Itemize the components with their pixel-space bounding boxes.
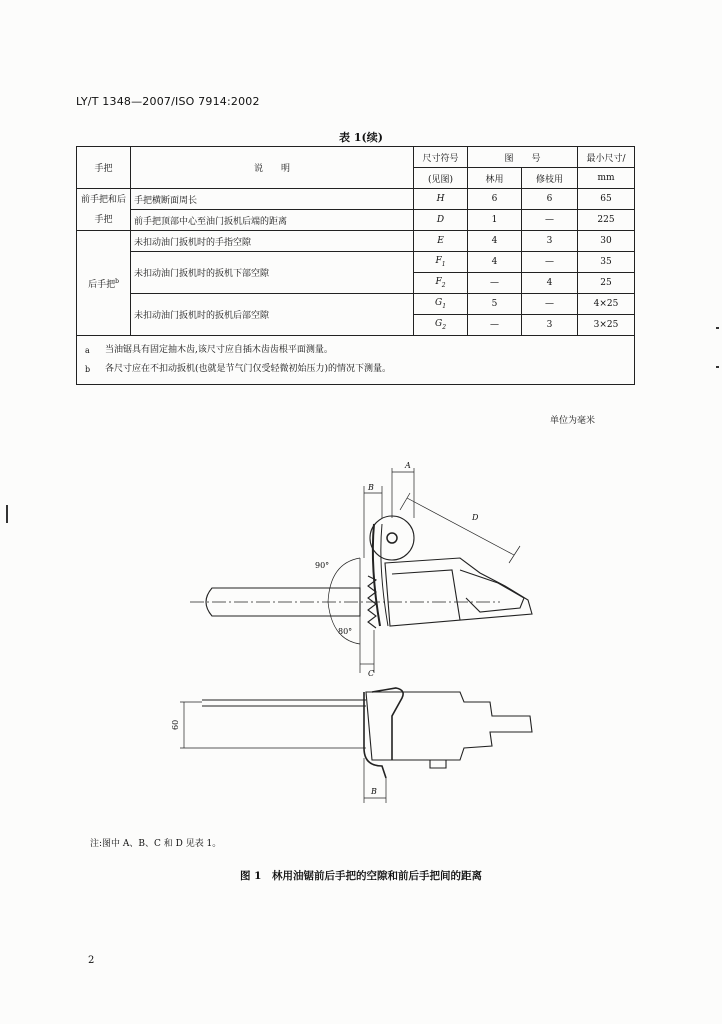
label-60: 60 [171, 719, 180, 730]
row-pruning: 6 [522, 189, 578, 210]
handle-center [387, 533, 397, 543]
row-pruning: — [522, 252, 578, 273]
row-min: 30 [578, 231, 635, 252]
col-header-symbol-sub: (见图) [414, 168, 468, 189]
col-header-min-dim-unit: mm [578, 168, 635, 189]
table-row [77, 252, 635, 273]
label-a: A [405, 461, 411, 470]
table-row [77, 231, 635, 252]
row-forestry: — [468, 273, 522, 294]
label-b-top: B [371, 787, 377, 796]
table-row [77, 294, 635, 315]
col-header-description: 说 明 [131, 147, 414, 189]
label-angle-90: 90° [315, 561, 330, 570]
scan-mark [6, 505, 8, 523]
specification-table [76, 146, 635, 385]
row-forestry: 1 [468, 210, 522, 231]
figure-caption: 图 1 林用油锯前后手把的空隙和前后手把间的距离 [240, 870, 482, 882]
col-header-pruning: 修枝用 [522, 168, 578, 189]
scan-mark [716, 366, 719, 368]
table-row [77, 210, 635, 231]
chainsaw-side-view [190, 468, 532, 673]
rear-handle [460, 570, 524, 612]
row-pruning: 4 [522, 273, 578, 294]
row-pruning: — [522, 210, 578, 231]
row-min: 35 [578, 252, 635, 273]
foot-detail [430, 760, 446, 768]
dim-line [509, 546, 520, 563]
scan-mark [716, 327, 719, 329]
row-desc: 前手把顶部中心至油门扳机后端的距离 [131, 210, 414, 231]
col-header-min-dim: 最小尺寸/ [578, 147, 635, 168]
row-pruning: — [522, 294, 578, 315]
row-forestry: 4 [468, 252, 522, 273]
row-forestry: 4 [468, 231, 522, 252]
row-min: 25 [578, 273, 635, 294]
chainsaw-top-view [180, 688, 532, 803]
angle-arc-90 [328, 558, 360, 602]
row-min: 225 [578, 210, 635, 231]
chainsaw-figure [160, 448, 560, 833]
group-front-rear: 前手把和后手把 [77, 189, 131, 231]
col-header-symbol: 尺寸符号 [414, 147, 468, 168]
row-symbol: H [414, 189, 468, 210]
row-forestry: 5 [468, 294, 522, 315]
row-symbol: $F_1$ [414, 252, 468, 273]
row-symbol: E [414, 231, 468, 252]
group-rear: 后手把$^b$ [77, 231, 131, 336]
col-header-forestry: 林用 [468, 168, 522, 189]
unit-note: 单位为毫米 [550, 416, 596, 426]
figure-note: 注:图中 A、B、C 和 D 见表 1。 [90, 839, 222, 849]
row-desc: 未扣动油门扳机时的扳机后部空隙 [131, 294, 414, 336]
table-notes-row [77, 336, 635, 385]
col-header-handle: 手把 [77, 147, 131, 189]
row-desc: 未扣动油门扳机时的手指空隙 [131, 231, 414, 252]
row-forestry: 6 [468, 189, 522, 210]
front-handle [373, 524, 380, 626]
row-symbol: D [414, 210, 468, 231]
row-forestry: — [468, 315, 522, 336]
page-number: 2 [88, 955, 95, 966]
label-b: B [368, 483, 374, 492]
standard-header: LY/T 1348—2007/ISO 7914:2002 [76, 95, 260, 108]
table-caption: 表 1(续) [339, 131, 383, 144]
row-pruning: 3 [522, 231, 578, 252]
label-d: D [472, 513, 479, 522]
row-desc: 手把横断面周长 [131, 189, 414, 210]
dim-arrow-d [407, 498, 514, 555]
row-desc: 未扣动油门扳机时的扳机下部空隙 [131, 252, 414, 294]
row-pruning: 3 [522, 315, 578, 336]
row-symbol: $F_2$ [414, 273, 468, 294]
engine-body-top [366, 692, 532, 760]
label-c: C [368, 669, 375, 678]
label-angle-80: 80° [338, 627, 353, 636]
front-handle-top [372, 688, 403, 760]
table-row [77, 189, 635, 210]
row-min: 65 [578, 189, 635, 210]
hand-guard [370, 516, 414, 560]
row-symbol: $G_1$ [414, 294, 468, 315]
body-detail [392, 570, 460, 620]
engine-body [385, 558, 532, 626]
row-min: 4×25 [578, 294, 635, 315]
dim-line [400, 493, 410, 510]
table-note: a 当油锯具有固定抽木齿,该尺寸应自插木齿齿根平面测量。 [85, 345, 333, 355]
col-header-figure-no: 图 号 [468, 147, 578, 168]
table-notes [77, 336, 635, 385]
table-note: b 各尺寸应在不扣动扳机(也就是节气门仅受轻微初始压力)的情况下测量。 [85, 364, 392, 374]
angle-arc-80 [328, 602, 360, 644]
row-symbol: $G_2$ [414, 315, 468, 336]
row-min: 3×25 [578, 315, 635, 336]
